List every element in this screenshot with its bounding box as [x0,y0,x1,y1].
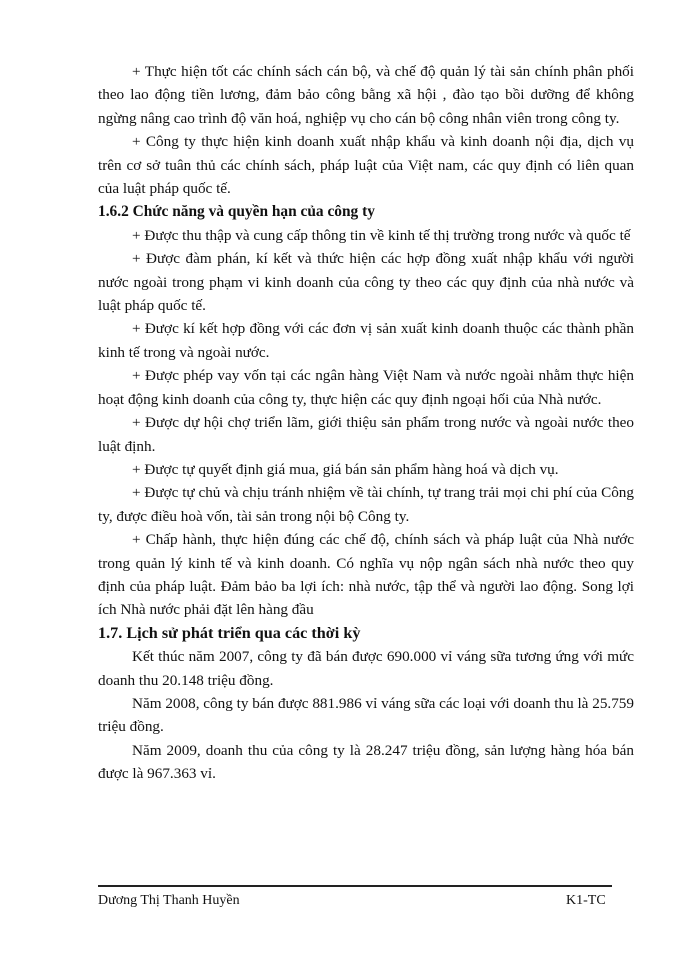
paragraph-compliance: + Chấp hành, thực hiện đúng các chế độ, chính sách và pháp luật của Nhà nước trong quản lý kinh tế và kinh doanh. Có nghĩa vụ nộp ngân sách nhà nước theo quy định của pháp luật. Đảm bảo ba lợi ích: nhà nước, tập thể và người lao động. Song lợi ích Nhà nước phải đặt lên hàng đầu [98,531,634,619]
heading-history: 1.7. Lịch sử phát triển qua các thời kỳ [98,623,361,642]
footer-code: K1-TC [566,893,606,908]
paragraph-import-export: + Công ty thực hiện kinh doanh xuất nhập khẩu và kinh doanh nội địa, dịch vụ trên cơ sở tuân thủ các chính sách, pháp luật của Việt nam, các quy định có liên quan của luật pháp quốc tế. [98,133,634,198]
paragraph-year-2009: Năm 2009, doanh thu của công ty là 28.247 triệu đồng, sản lượng hàng hóa bán được là 967.363 vỉ. [98,741,634,783]
paragraph-borrow-capital: + Được phép vay vốn tại các ngân hàng Việt Nam và nước ngoài nhằm thực hiện hoạt động kinh doanh của công ty, thực hiện các quy định ngoại hối của Nhà nước. [98,367,634,408]
footer-author: Dương Thị Thanh Huyền [98,893,240,908]
paragraph-negotiate-contracts: + Được đàm phán, kí kết và thức hiện các hợp đồng xuất nhập khẩu với người nước ngoài trong phạm vi kinh doanh của công ty theo các quy định của nhà nước và luật pháp quốc tế. [98,250,634,315]
heading-functions-powers: 1.6.2 Chức năng và quyền hạn của công ty [98,203,375,221]
paragraph-year-2007: Kết thúc năm 2007, công ty đã bán được 690.000 vỉ váng sữa tương ứng với mức doanh thu 20.148 triệu đồng. [98,648,634,689]
paragraph-year-2008: Năm 2008, công ty bán được 881.986 vỉ váng sữa các loại với doanh thu là 25.759 triệu đồng. [98,694,634,736]
paragraph-sign-contracts: + Được kí kết hợp đồng với các đơn vị sản xuất kinh doanh thuộc các thành phần kinh tế trong và ngoài nước. [98,320,634,361]
paragraph-trade-fairs: + Được dự hội chợ triển lãm, giới thiệu sản phẩm trong nước và ngoài nước theo luật định. [98,414,634,455]
paragraph-market-info: + Được thu thập và cung cấp thông tin về kinh tế thị trường trong nước và quốc tế [132,226,631,244]
paragraph-staff-policy: + Thực hiện tốt các chính sách cán bộ, và chế độ quản lý tài sản chính phân phối theo lao động tiền lương, đảm bảo công bằng xã hội , đào tạo bồi dưỡng để không ngừng nâng cao trình độ văn hoá, nghiệp vụ cho cán bộ công nhân viên trong công ty. [98,63,634,127]
footer-divider [98,885,612,887]
paragraph-financial-autonomy: + Được tự chủ và chịu tránh nhiệm về tài chính, tự trang trải mọi chi phí của Công ty, được điều hoà vốn, tài sản trong nội bộ Công ty. [98,484,634,525]
document-body [98,60,634,786]
paragraph-pricing: + Được tự quyết định giá mua, giá bán sản phẩm hàng hoá và dịch vụ. [132,460,559,478]
